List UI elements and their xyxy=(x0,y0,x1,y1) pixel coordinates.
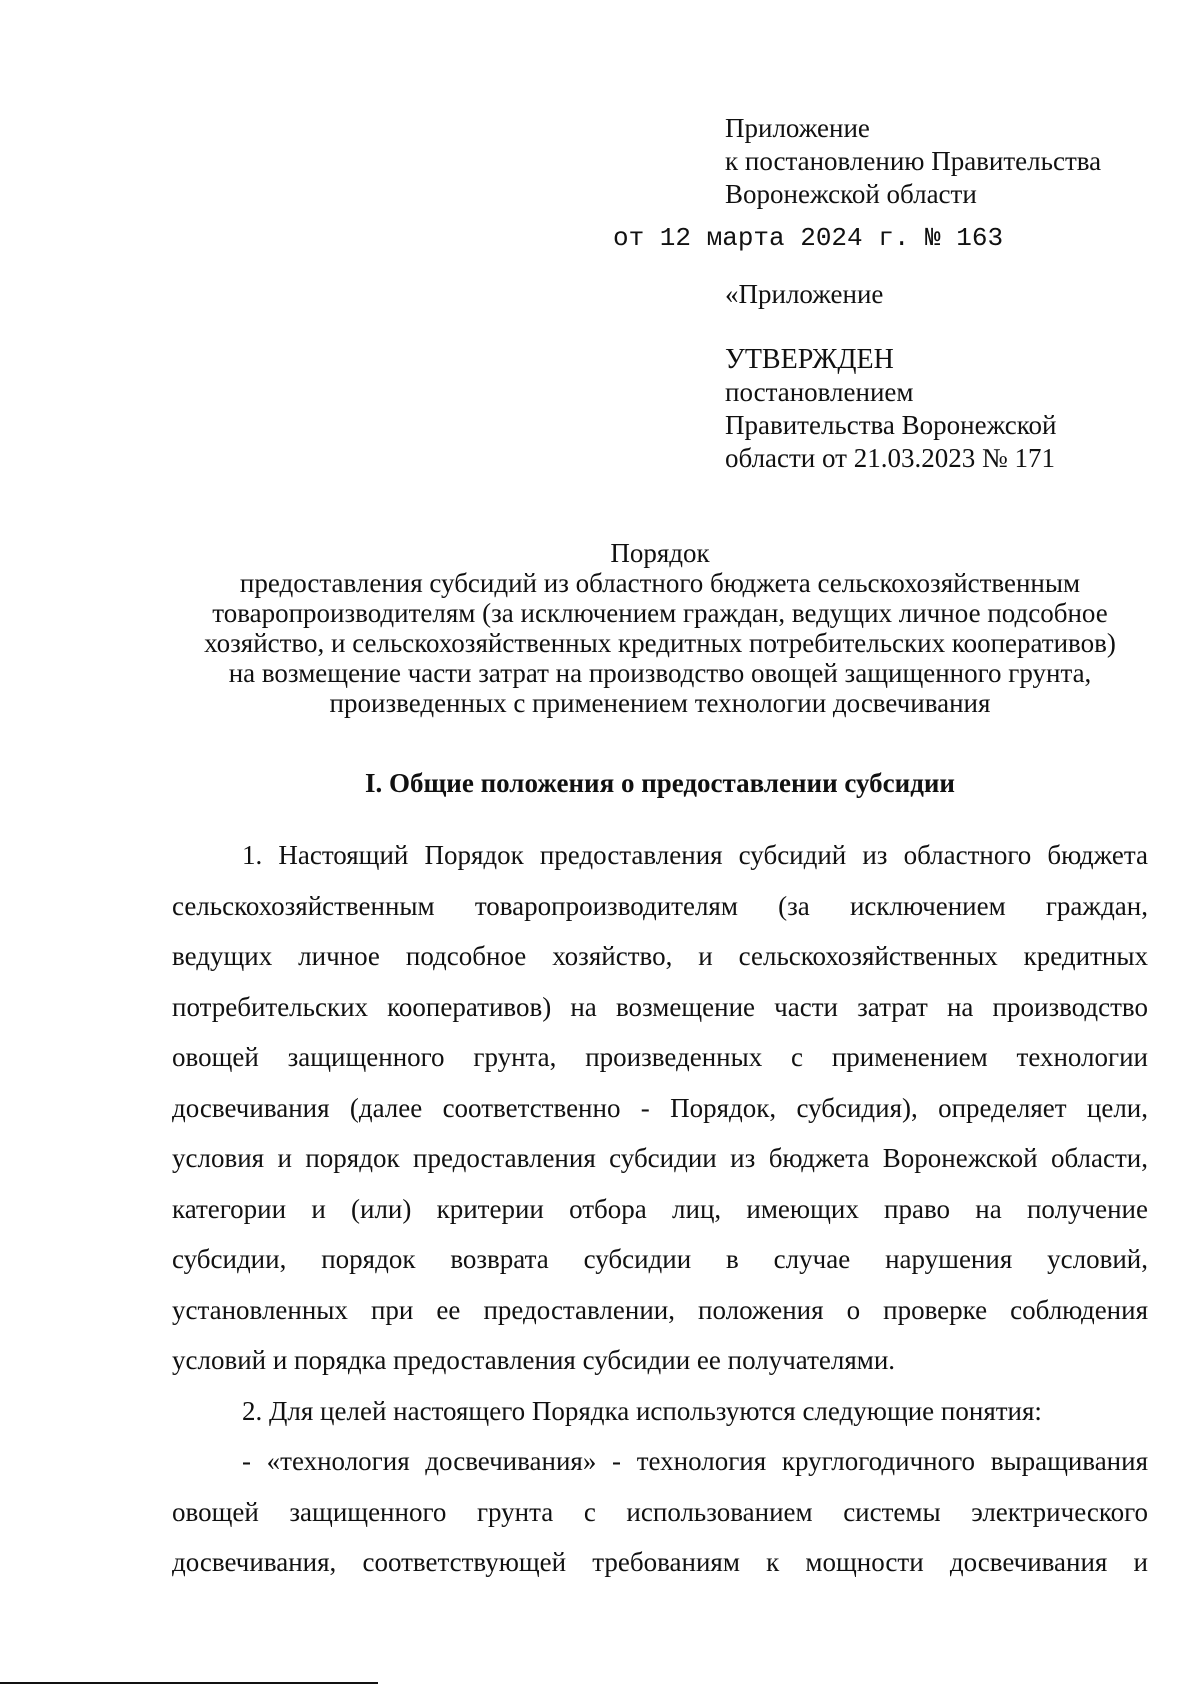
appendix-label: Приложение xyxy=(725,113,870,143)
approved-line-1: постановлением xyxy=(725,377,914,407)
appendix-decree-ref: к постановлению Правительства xyxy=(725,146,1102,176)
appendix-region: Воронежской области xyxy=(725,179,977,209)
paragraph-line: категории и (или) критерии отбора лиц, имеющих право на получение xyxy=(172,1193,1148,1224)
paragraph-line: ведущих личное подсобное хозяйство, и сельскохозяйственных кредитных xyxy=(172,941,1148,971)
footnote-divider xyxy=(0,1682,378,1684)
paragraph-line: 2. Для целей настоящего Порядка используются следующие понятия: xyxy=(242,1395,1042,1426)
paragraph-line: потребительских кооперативов) на возмещение части затрат на производство xyxy=(172,991,1148,1022)
order-title-line: товаропроизводителям (за исключением граждан, ведущих личное подсобное xyxy=(212,598,1108,628)
paragraph-line: досвечивания (далее соответственно - Порядок, субсидия), определяет цели, xyxy=(172,1092,1148,1123)
paragraph-line: 1. Настоящий Порядок предоставления субсидий из областного бюджета xyxy=(242,840,1148,870)
body-text xyxy=(172,830,1148,1588)
order-title-line: на возмещение части затрат на производство овощей защищенного грунта, xyxy=(228,658,1092,688)
approval-stamp xyxy=(725,343,1165,475)
paragraph-line: установленных при ее предоставлении, положения о проверке соблюдения xyxy=(172,1294,1148,1325)
paragraph-line: овощей защищенного грунта с использованием системы электрического xyxy=(172,1496,1148,1527)
paragraph-line: субсидии, порядок возврата субсидии в случае нарушения условий, xyxy=(172,1244,1148,1274)
paragraph-line: условий и порядка предоставления субсидии ее получателями. xyxy=(172,1345,896,1375)
decree-date-number: от 12 марта 2024 г. № 163 xyxy=(613,223,1004,253)
approved-heading: УТВЕРЖДЕН xyxy=(725,344,894,375)
order-title-line: хозяйство, и сельскохозяйственных кредитных потребительских кооперативов) xyxy=(204,628,1116,658)
order-title-line: предоставления субсидий из областного бюджета сельскохозяйственным xyxy=(239,568,1081,598)
paragraph-line: сельскохозяйственным товаропроизводителям (за исключением граждан, xyxy=(172,890,1148,921)
section-heading: I. Общие положения о предоставлении субсидии xyxy=(365,768,955,798)
appendix-header xyxy=(725,112,1165,211)
paragraph-line: досвечивания, соответствующей требованиям к мощности досвечивания и xyxy=(172,1547,1148,1577)
approved-line-3: области от 21.03.2023 № 171 xyxy=(725,443,1055,473)
order-title-block xyxy=(160,538,1160,718)
order-title-line: произведенных с применением технологии досвечивания xyxy=(329,688,991,718)
paragraph-line: условия и порядок предоставления субсидии из бюджета Воронежской области, xyxy=(172,1143,1148,1173)
paragraph-line: овощей защищенного грунта, произведенных с применением технологии xyxy=(172,1042,1148,1072)
approved-line-2: Правительства Воронежской xyxy=(725,410,1057,440)
paragraph-line: - «технология досвечивания» - технология круглогодичного выращивания xyxy=(242,1446,1148,1476)
quoted-appendix-label: «Приложение xyxy=(725,279,884,309)
order-title: Порядок xyxy=(610,538,710,568)
